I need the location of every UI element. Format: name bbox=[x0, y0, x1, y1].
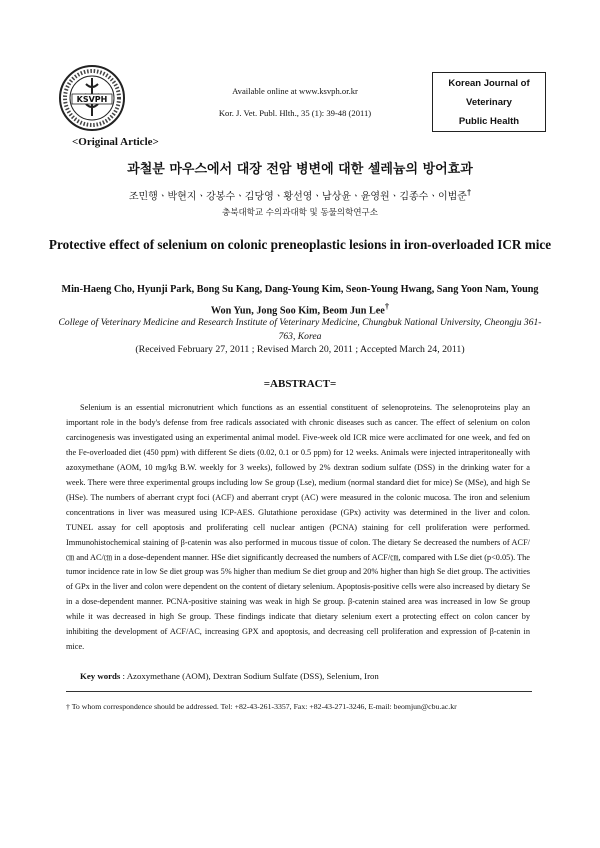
available-online-text: Available online at www.ksvph.or.kr bbox=[232, 86, 358, 96]
keywords-text: : Azoxymethane (AOM), Dextran Sodium Sulfate (DSS), Selenium, Iron bbox=[122, 671, 379, 681]
received-dates: (Received February 27, 2011 ; Revised March 20, 2011 ; Accepted March 24, 2011) bbox=[135, 344, 465, 355]
english-affiliation: College of Veterinary Medicine and Research Institute of Veterinary Medicine, Chungbuk National University, Cheongju 361-763, Korea bbox=[58, 317, 542, 342]
abstract-heading: =ABSTRACT= bbox=[263, 378, 337, 390]
journal-line: Public Health bbox=[458, 115, 520, 127]
keywords-line bbox=[80, 671, 379, 681]
english-authors: Min-Haeng Cho, Hyunji Park, Bong Su Kang, Dang-Young Kim, Seon-Young Hwang, Sang Yoon Nam, Young Won Yun, Jong Soo Kim, Beom Jun Lee† bbox=[61, 284, 539, 317]
korean-affiliation: 충북대학교 수의과대학 및 동물의학연구소 bbox=[222, 208, 378, 218]
journal-name-box bbox=[432, 72, 546, 132]
article-type-label: <Original Article> bbox=[72, 136, 159, 148]
footnote-divider bbox=[66, 691, 532, 692]
english-title: Protective effect of selenium on colonic preneoplastic lesions in iron-overloaded ICR mice bbox=[48, 237, 552, 252]
citation-text: Kor. J. Vet. Publ. Hlth., 35 (1): 39-48 (2011) bbox=[218, 108, 372, 118]
correspondence-mark: † bbox=[384, 301, 390, 311]
keywords-label: Key words bbox=[80, 671, 121, 681]
correspondence-mark: † bbox=[466, 187, 472, 197]
svg-text:KSVPH: KSVPH bbox=[76, 95, 108, 104]
korean-authors: 조민행ㆍ박현지ㆍ강봉수ㆍ김당영ㆍ황선영ㆍ남상윤ㆍ윤영원ㆍ김종수ㆍ이범준† bbox=[128, 187, 472, 203]
correspondence-footnote: † To whom correspondence should be addressed. Tel: +82-43-261-3357, Fax: +82-43-271-3246, E-mail: beomjun@cbu.ac.kr bbox=[66, 702, 457, 711]
journal-line: Veterinary bbox=[466, 96, 512, 108]
abstract-body: Selenium is an essential micronutrient which functions as an essential constituent of selenoproteins. The selenoproteins play an important role in the body's defense from free radicals associated with chronic diseases such as cancer. The effect of selenium on colon carcinogenesis was investigated using an experimental animal model. Five-week old ICR mice were acclimated for one week, and fed on the Fe-overloaded diet (450 ppm) with different Se diets (0.02, 0.1 or 0.5 ppm) for 12 weeks. Animals were injected intraperitoneally with azoxymethane (AOM, 10 mg/kg B.W. weekly for 3 weeks), followed by 2% dextran sodium sulfate (DSS) in the drinking water for a week. There were three experimental groups including low Se group (Lse), medium (normal standard diet for mice) Se (MSe), and high Se (HSe). The numbers of aberrant crypt foci (ACF) and aberrant crypt (AC) were measured in the colonic mucosa. The iron and selenium concentrations in liver was measured using ICP-AES. Glutathione peroxidase (GPx) activity was determined in the liver and colon. TUNEL assay for cell apoptosis and proliferating cell nuclear antigen (PCNA) staining for cell proliferation were performed. Immunohistochemical staining of β-catenin was also performed in mucous tissue of colon. The dietary Se decreased the numbers of ACF/㎝ and AC/㎝ in a dose-dependent manner. HSe diet significantly decreased the numbers of ACF/㎝, compared with LSe diet (p<0.05). The tumor incidence rate in low Se diet group was 5% higher than medium Se diet group and 20% higher than high Se diet group. The activities of GPx in the liver and colon were dependent on the content of dietary selenium. Apoptosis-positive cells were also increased by dietary Se in a dose-dependent manner. PCNA-positive staining was weak in high Se group. β-catenin stained area was increased in low Se group while it was decreased in high Se group. These findings indicate that dietary selenium exert a protecting effect on colon cancer by inhibiting the development of ACF/AC, increasing GPX and apoptosis, and decreasing cell proliferation and expression of β-catenin in mice. bbox=[66, 403, 530, 652]
journal-line: Korean Journal of bbox=[448, 77, 530, 89]
society-seal-logo bbox=[58, 64, 126, 132]
korean-title: 과철분 마우스에서 대장 전암 병변에 대한 셀레늄의 방어효과 bbox=[127, 162, 473, 177]
journal-header bbox=[150, 80, 440, 124]
